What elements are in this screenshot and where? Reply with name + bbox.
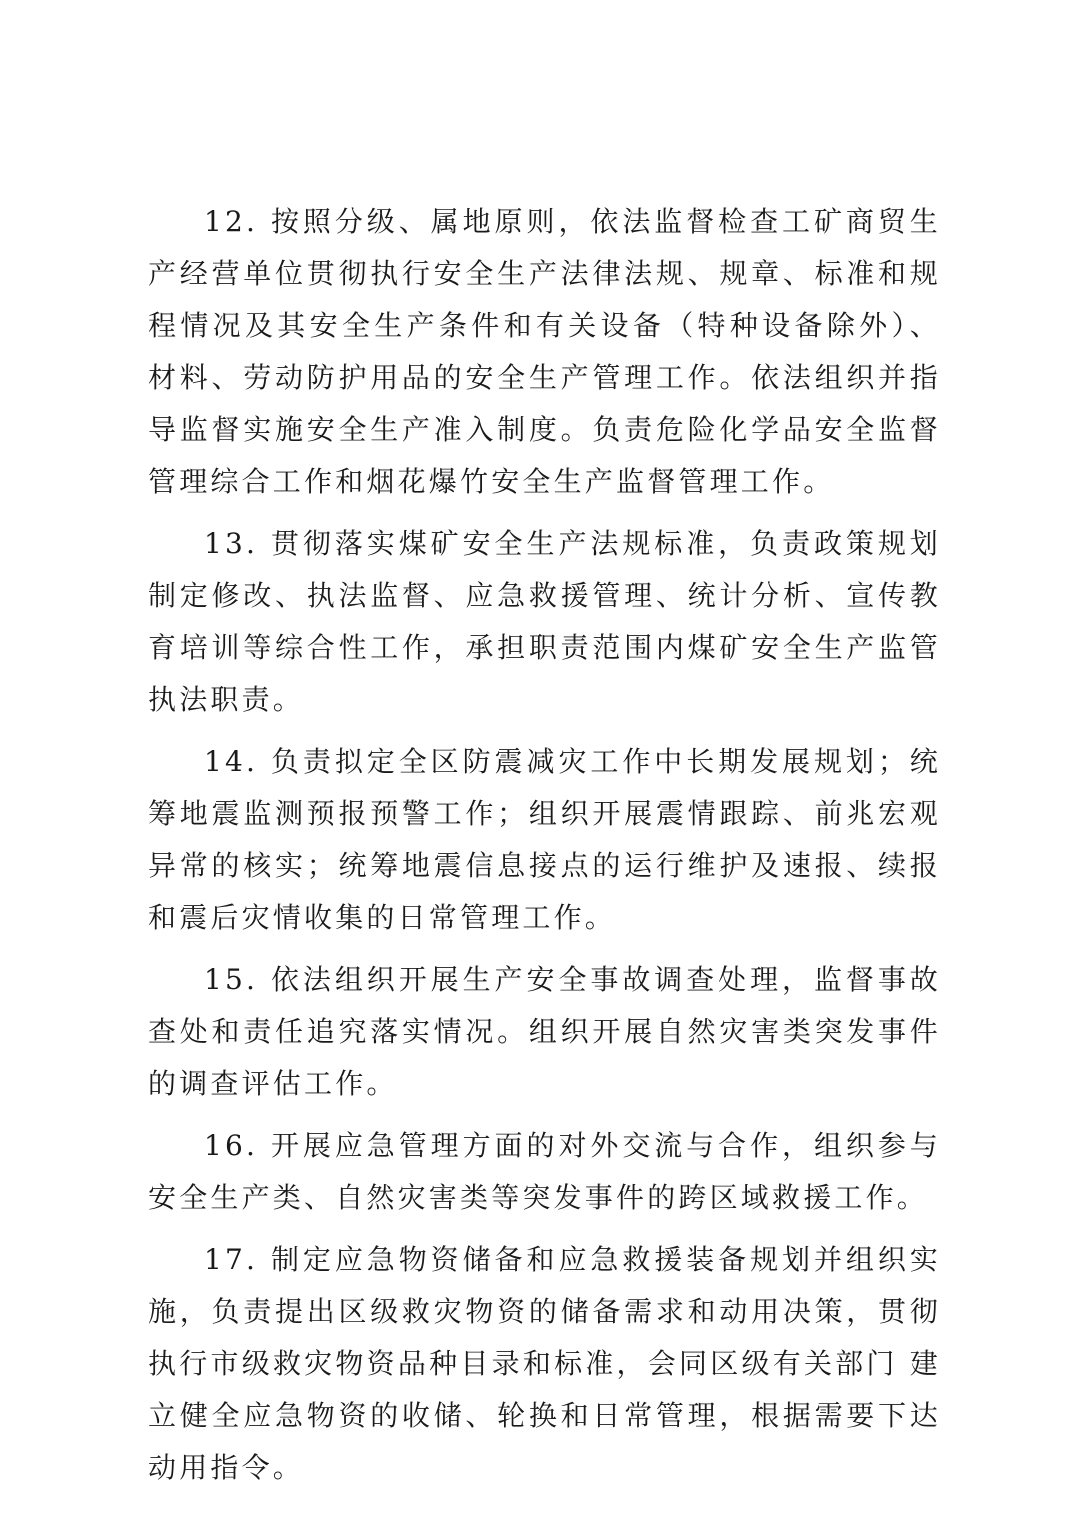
document-body bbox=[148, 196, 941, 1504]
paragraph-12: 12. 按照分级、属地原则，依法监督检查工矿商贸生产经营单位贯彻执行安全生产法律法规、规章、标准和规程情况及其安全生产条件和有关设备（特种设备除外）、材料、劳动防护用品的安全生产管理工作。依法组织并指导监督实施安全生产准入制度。负责危险化学品安全监督管理综合工作和烟花爆竹安全生产监督管理工作。 bbox=[148, 205, 941, 498]
paragraph-13: 13. 贯彻落实煤矿安全生产法规标准，负责政策规划制定修改、执法监督、应急救援管理、统计分析、宣传教育培训等综合性工作，承担职责范围内煤矿安全生产监管执法职责。 bbox=[148, 527, 941, 716]
paragraph-17: 17. 制定应急物资储备和应急救援装备规划并组织实施，负责提出区级救灾物资的储备需求和动用决策，贯彻执行市级救灾物资品种目录和标准，会同区级有关部门 建立健全应急物资的收储、轮换和日常管理，根据需要下达动用指令。 bbox=[148, 1243, 941, 1484]
paragraph-16: 16. 开展应急管理方面的对外交流与合作，组织参与安全生产类、自然灾害类等突发事件的跨区域救援工作。 bbox=[148, 1129, 941, 1214]
paragraph-14: 14. 负责拟定全区防震减灾工作中长期发展规划；统筹地震监测预报预警工作；组织开展震情跟踪、前兆宏观异常的核实；统筹地震信息接点的运行维护及速报、续报和震后灾情收集的日常管理工作。 bbox=[148, 745, 941, 934]
paragraph-15: 15. 依法组织开展生产安全事故调查处理，监督事故查处和责任追究落实情况。组织开展自然灾害类突发事件的调查评估工作。 bbox=[148, 963, 941, 1100]
